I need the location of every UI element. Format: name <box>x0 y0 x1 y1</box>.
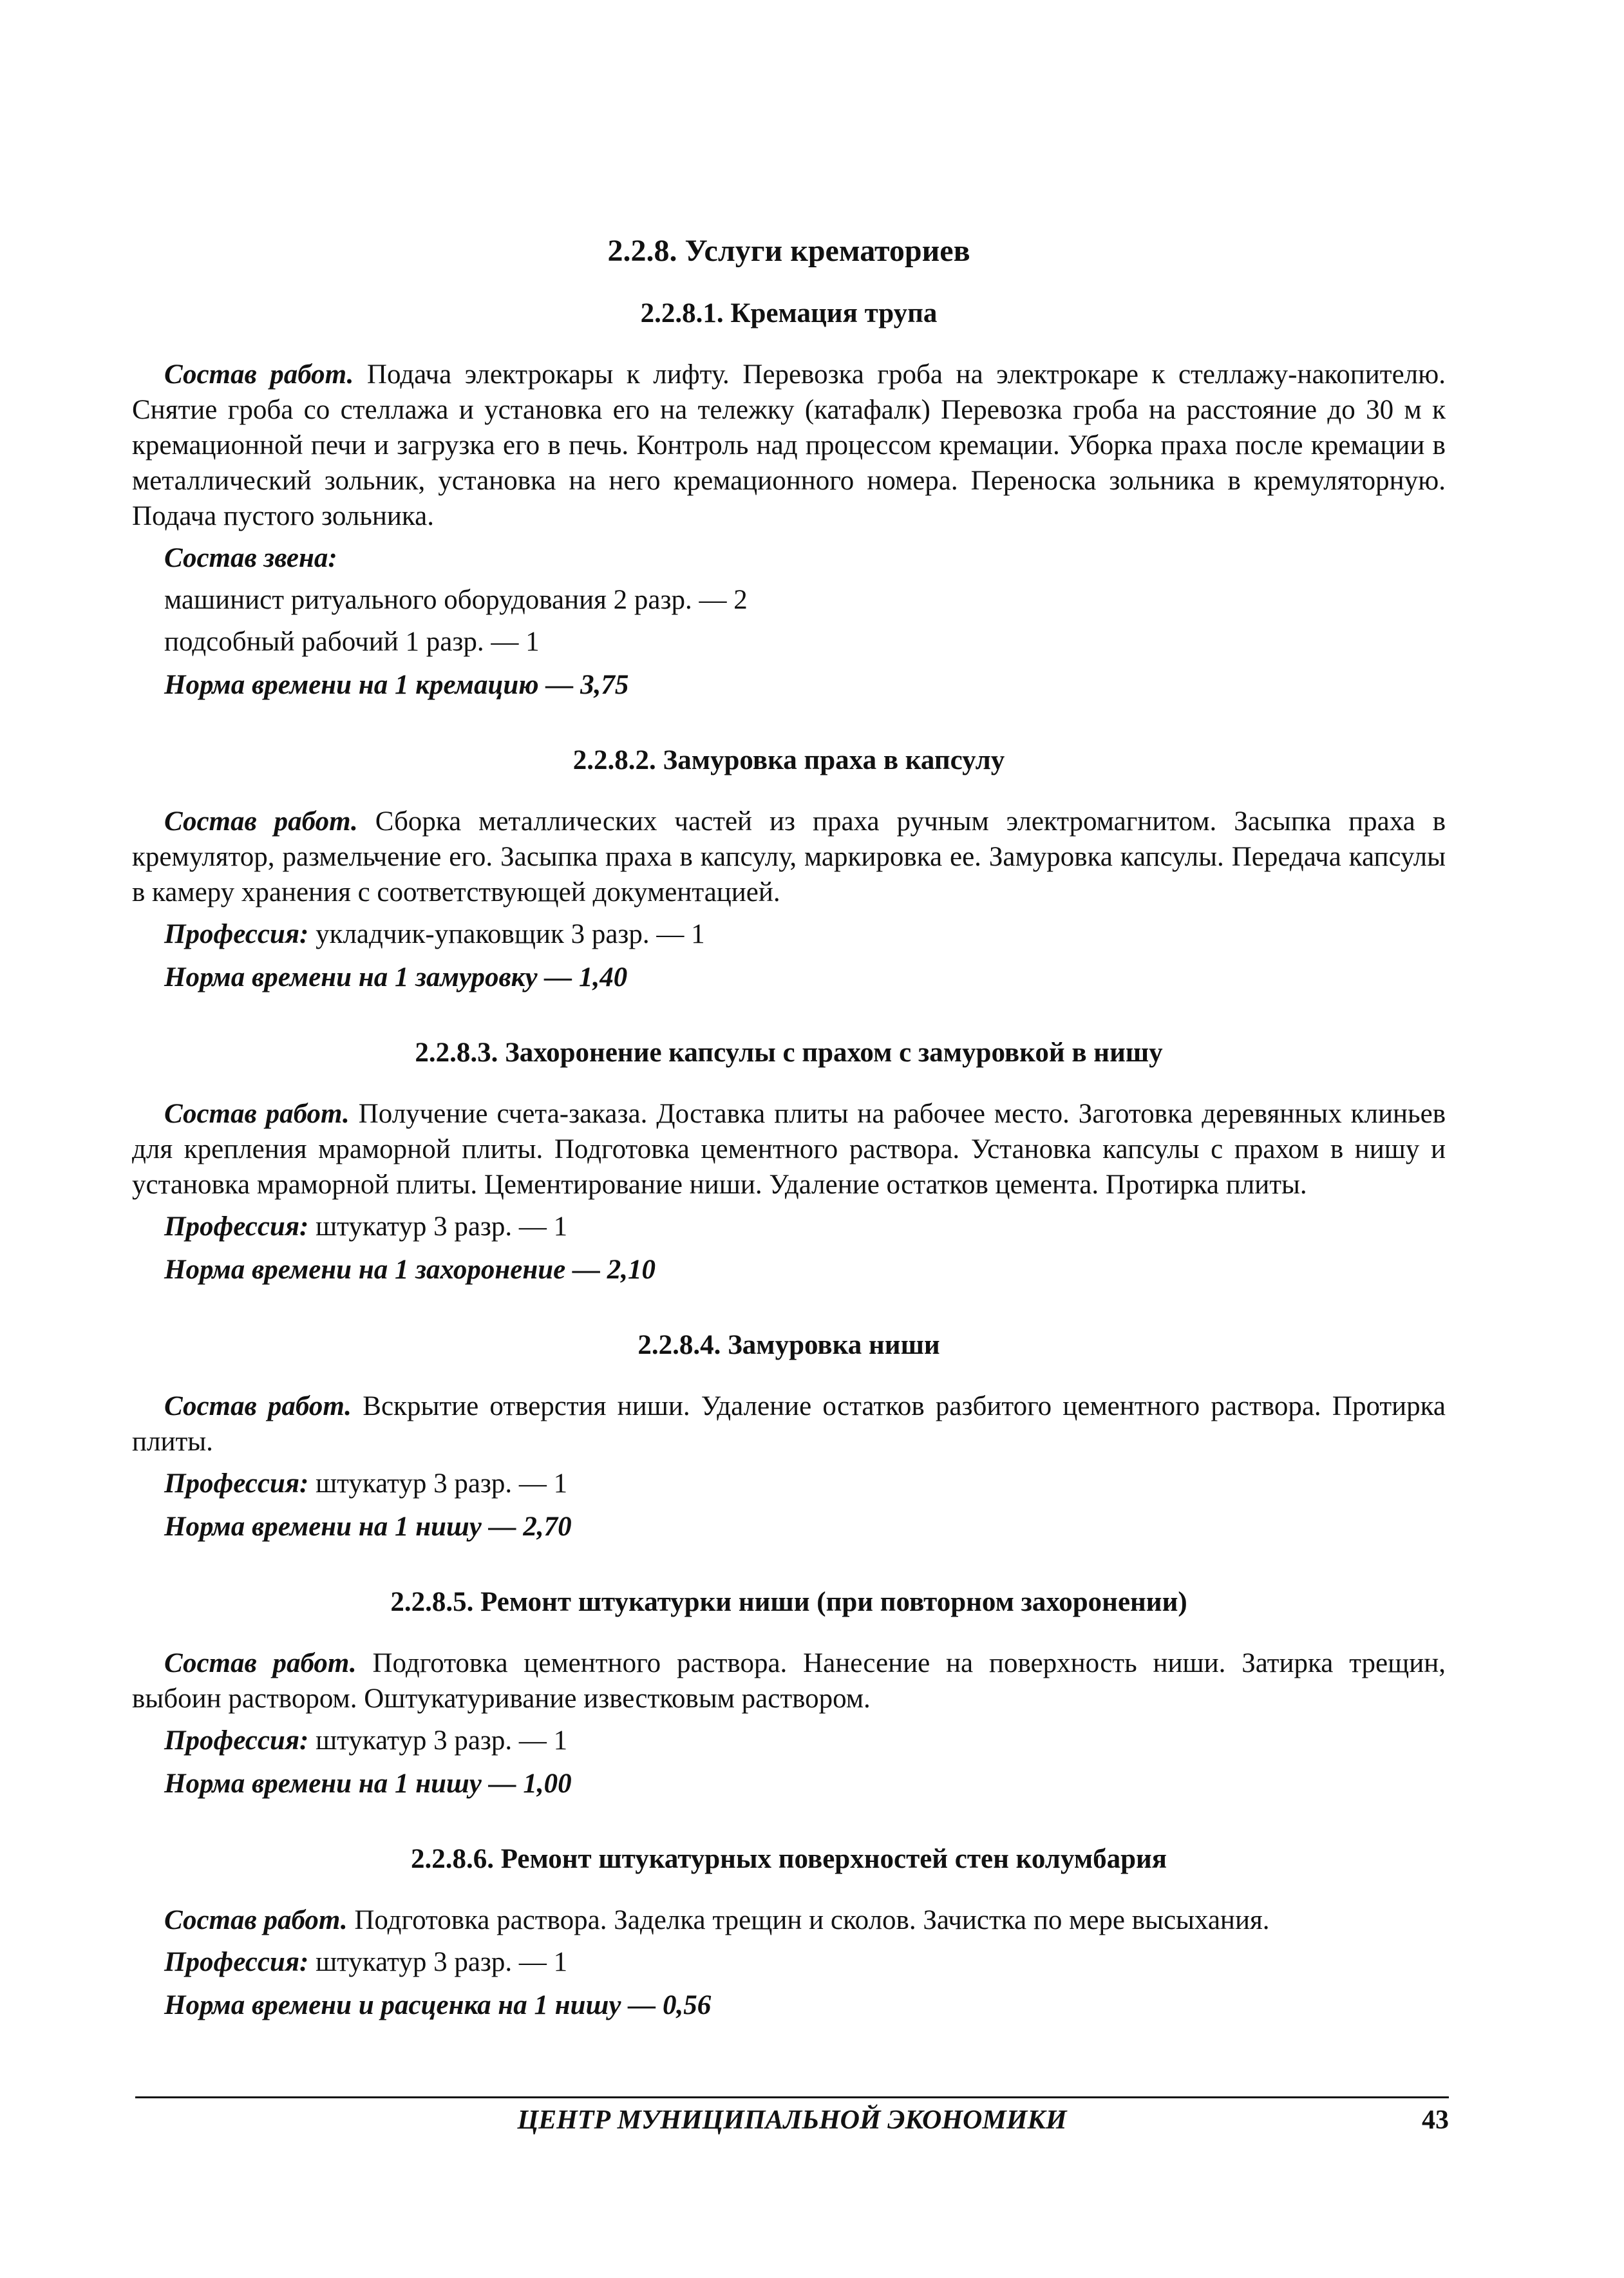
profession-line <box>164 1723 1446 1758</box>
work-paragraph <box>132 1389 1446 1459</box>
crew-member: подсобный рабочий 1 разр. — 1 <box>164 627 540 657</box>
work-label: Состав работ. <box>164 1391 352 1421</box>
work-paragraph <box>132 804 1446 910</box>
document-page <box>132 233 1446 2023</box>
time-norm: Норма времени на 1 нишу — 1,00 <box>164 1769 572 1799</box>
item-title: 2.2.8.4. Замуровка ниши <box>637 1330 940 1360</box>
work-label: Состав работ. <box>164 806 358 837</box>
footer-divider <box>135 2096 1449 2098</box>
profession-line <box>164 1209 1446 1244</box>
work-text: Подготовка цементного раствора. Нанесение на поверхность ниши. Затирка трещин, выбоин раствором. Оштукатуривание известковым раствором. <box>132 1648 1446 1714</box>
work-paragraph <box>132 1903 1446 1938</box>
time-norm: Норма времени на 1 замуровку — 1,40 <box>164 962 628 992</box>
profession-value: штукатур 3 разр. — 1 <box>316 1211 568 1242</box>
work-text: Подготовка раствора. Заделка трещин и сколов. Зачистка по мере высыхания. <box>354 1905 1270 1935</box>
page-number: 43 <box>1422 2105 1449 2135</box>
profession-line <box>164 916 1446 952</box>
work-label: Состав работ. <box>164 1905 348 1935</box>
work-text: Сборка металлических частей из праха ручным электромагнитом. Засыпка праха в кремулятор, размельчение его. Засыпка праха в капсулу, маркировка ее. Замуровка капсулы. Передача капсулы в камеру хранения с соответствующей документацией. <box>132 806 1446 907</box>
item-title: 2.2.8.3. Захоронение капсулы с прахом с замуровкой в нишу <box>415 1038 1163 1068</box>
item-2-2-8-4 <box>132 1327 1446 1544</box>
work-text: Вскрытие отверстия ниши. Удаление остатков разбитого цементного раствора. Протирка плиты. <box>132 1391 1446 1457</box>
item-title: 2.2.8.2. Замуровка праха в капсулу <box>572 745 1005 775</box>
section-title: 2.2.8. Услуги крематориев <box>607 234 970 268</box>
page-footer <box>135 2105 1449 2143</box>
profession-value: штукатур 3 разр. — 1 <box>316 1725 568 1756</box>
work-paragraph <box>132 1646 1446 1716</box>
time-norm: Норма времени на 1 нишу — 2,70 <box>164 1512 572 1542</box>
item-2-2-8-3 <box>132 1035 1446 1287</box>
item-2-2-8-5 <box>132 1584 1446 1801</box>
work-paragraph <box>132 1096 1446 1202</box>
item-2-2-8-6 <box>132 1841 1446 2023</box>
profession-label: Профессия: <box>164 919 309 949</box>
crew-label: Состав звена: <box>164 543 337 573</box>
work-label: Состав работ. <box>164 359 354 390</box>
work-text: Подача электрокары к лифту. Перевозка гроба на электрокаре к стеллажу-накопителю. Снятие гроба со стеллажа и установка его на тележку (катафалк) Перевозка гроба на расстояние до 30 м к кремационной печи и загрузка его в печь. Контроль над процессом кремации. Уборка праха после кремации в металлический зольник, установка на него кремационного номера. Переноска зольника в кремуляторную. Подача пустого зольника. <box>132 359 1446 531</box>
profession-label: Профессия: <box>164 1211 309 1242</box>
profession-label: Профессия: <box>164 1947 309 1977</box>
crew-member: машинист ритуального оборудования 2 разр. — 2 <box>164 585 748 615</box>
profession-value: укладчик-упаковщик 3 разр. — 1 <box>316 919 705 949</box>
time-norm: Норма времени на 1 захоронение — 2,10 <box>164 1255 656 1285</box>
item-title: 2.2.8.6. Ремонт штукатурных поверхностей стен колумбария <box>410 1844 1167 1874</box>
work-paragraph <box>132 357 1446 534</box>
item-title: 2.2.8.5. Ремонт штукатурки ниши (при повторном захоронении) <box>390 1587 1187 1617</box>
item-2-2-8-2 <box>132 743 1446 995</box>
item-2-2-8-1 <box>132 296 1446 703</box>
work-text: Получение счета-заказа. Доставка плиты на рабочее место. Заготовка деревянных клиньев для крепления мраморной плиты. Подготовка цементного раствора. Установка капсулы с прахом в нишу и установка мраморной плиты. Цементирование ниши. Удаление остатков цемента. Протирка плиты. <box>132 1099 1446 1200</box>
profession-value: штукатур 3 разр. — 1 <box>316 1468 568 1499</box>
profession-label: Профессия: <box>164 1725 309 1756</box>
footer-publisher: ЦЕНТР МУНИЦИПАЛЬНОЙ ЭКОНОМИКИ <box>517 2105 1067 2135</box>
work-label: Состав работ. <box>164 1648 357 1678</box>
profession-value: штукатур 3 разр. — 1 <box>316 1947 568 1977</box>
profession-line <box>164 1466 1446 1501</box>
time-norm: Норма времени на 1 кремацию — 3,75 <box>164 670 629 700</box>
work-label: Состав работ. <box>164 1099 350 1129</box>
profession-label: Профессия: <box>164 1468 309 1499</box>
profession-line <box>164 1944 1446 1980</box>
time-norm: Норма времени и расценка на 1 нишу — 0,56 <box>164 1990 712 2020</box>
item-title: 2.2.8.1. Кремация трупа <box>640 298 938 328</box>
